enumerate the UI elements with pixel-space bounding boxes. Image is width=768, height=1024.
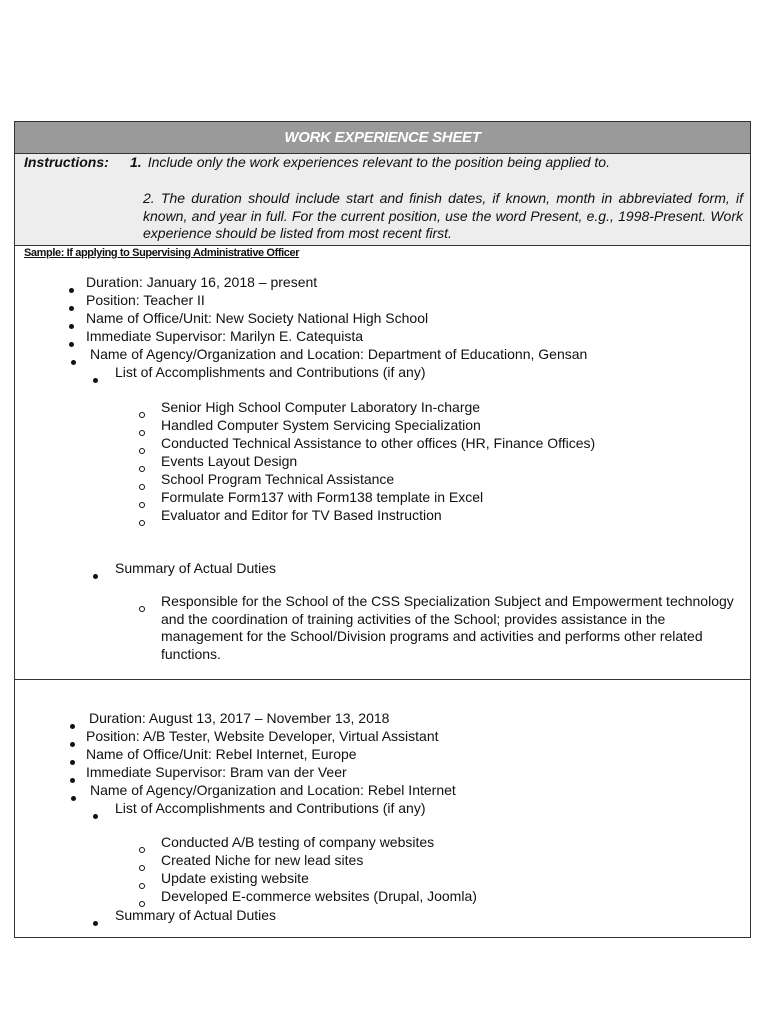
position: Position: Teacher II — [86, 292, 205, 308]
bullet-icon — [93, 370, 98, 386]
bullet-icon — [70, 770, 75, 786]
instruction-item-2: 2. The duration should include start and finish dates, if known, month in abbreviated form, if known, and year in full. For the current position, use the word Present, e.g., 1998-Present. Work experience should be listed from most recent first. — [143, 190, 743, 241]
circle-bullet-icon — [139, 459, 145, 475]
instruction-item-1-number: 1. — [130, 154, 142, 170]
duties-heading: Summary of Actual Duties — [115, 560, 277, 576]
bullet-icon — [69, 316, 74, 332]
accomplishment-item: Developed E-commerce websites (Drupal, Joomla) — [161, 888, 477, 904]
bullet-icon — [93, 806, 98, 822]
experience-entry-2 — [15, 680, 750, 937]
accomplishment-item: Handled Computer System Servicing Specialization — [161, 417, 481, 433]
accomplishment-item: Conducted A/B testing of company websites — [161, 834, 435, 850]
agency: Name of Agency/Organization and Location: Department of Educationn, Gensan — [90, 346, 588, 362]
duration: Duration: August 13, 2017 – November 13, 2018 — [89, 710, 390, 726]
duration: Duration: January 16, 2018 – present — [86, 274, 318, 290]
bullet-icon — [71, 788, 76, 804]
office: Name of Office/Unit: New Society National High School — [86, 310, 429, 326]
circle-bullet-icon — [139, 477, 145, 493]
bullet-icon — [93, 913, 98, 929]
instruction-item-1-text: Include only the work experiences relevant to the position being applied to. — [147, 154, 610, 170]
accomplishment-item: Senior High School Computer Laboratory In-charge — [161, 399, 481, 415]
accomplishments-heading: List of Accomplishments and Contributions (if any) — [115, 800, 426, 816]
bullet-icon — [70, 752, 75, 768]
accomplishment-item: Formulate Form137 with Form138 template in Excel — [161, 489, 484, 505]
position: Position: A/B Tester, Website Developer, Virtual Assistant — [86, 728, 439, 744]
accomplishment-item: Events Layout Design — [161, 453, 298, 469]
sheet-title: WORK EXPERIENCE SHEET — [284, 129, 481, 146]
accomplishment-item: Evaluator and Editor for TV Based Instruction — [161, 507, 442, 523]
circle-bullet-icon — [139, 599, 145, 615]
bullet-icon — [69, 334, 74, 350]
bullet-icon — [70, 734, 75, 750]
circle-bullet-icon — [139, 858, 145, 874]
agency: Name of Agency/Organization and Location: Rebel Internet — [90, 782, 456, 798]
circle-bullet-icon — [139, 513, 145, 529]
supervisor: Immediate Supervisor: Marilyn E. Catequista — [86, 328, 363, 344]
accomplishment-item: Conducted Technical Assistance to other offices (HR, Finance Offices) — [161, 435, 596, 451]
supervisor: Immediate Supervisor: Bram van der Veer — [86, 764, 347, 780]
bullet-icon — [69, 298, 74, 314]
circle-bullet-icon — [139, 495, 145, 511]
work-experience-sheet — [14, 121, 751, 938]
bullet-icon — [69, 280, 74, 296]
circle-bullet-icon — [139, 423, 145, 439]
bullet-icon — [70, 716, 75, 732]
accomplishments-heading: List of Accomplishments and Contributions (if any) — [115, 364, 426, 380]
sheet-header — [15, 122, 750, 154]
instructions-label: Instructions: — [24, 154, 109, 170]
instruction-item-1 — [130, 154, 610, 170]
circle-bullet-icon — [139, 876, 145, 892]
circle-bullet-icon — [139, 405, 145, 421]
office: Name of Office/Unit: Rebel Internet, Europe — [86, 746, 357, 762]
instructions — [15, 154, 750, 246]
circle-bullet-icon — [139, 840, 145, 856]
accomplishment-item: Update existing website — [161, 870, 309, 886]
bullet-icon — [71, 352, 76, 368]
circle-bullet-icon — [139, 441, 145, 457]
accomplishment-item: School Program Technical Assistance — [161, 471, 395, 487]
duties-text: Responsible for the School of the CSS Specialization Subject and Empowerment technology and the coordination of training activities of the School; provides assistance in the management for the School/Division programs and activities and performs other related functions. — [161, 593, 734, 662]
bullet-icon — [93, 566, 98, 582]
duties-heading: Summary of Actual Duties — [115, 907, 277, 923]
experience-entry-1 — [15, 246, 750, 680]
sample-label: Sample: If applying to Supervising Administrative Officer — [24, 247, 300, 259]
accomplishment-item: Created Niche for new lead sites — [161, 852, 364, 868]
